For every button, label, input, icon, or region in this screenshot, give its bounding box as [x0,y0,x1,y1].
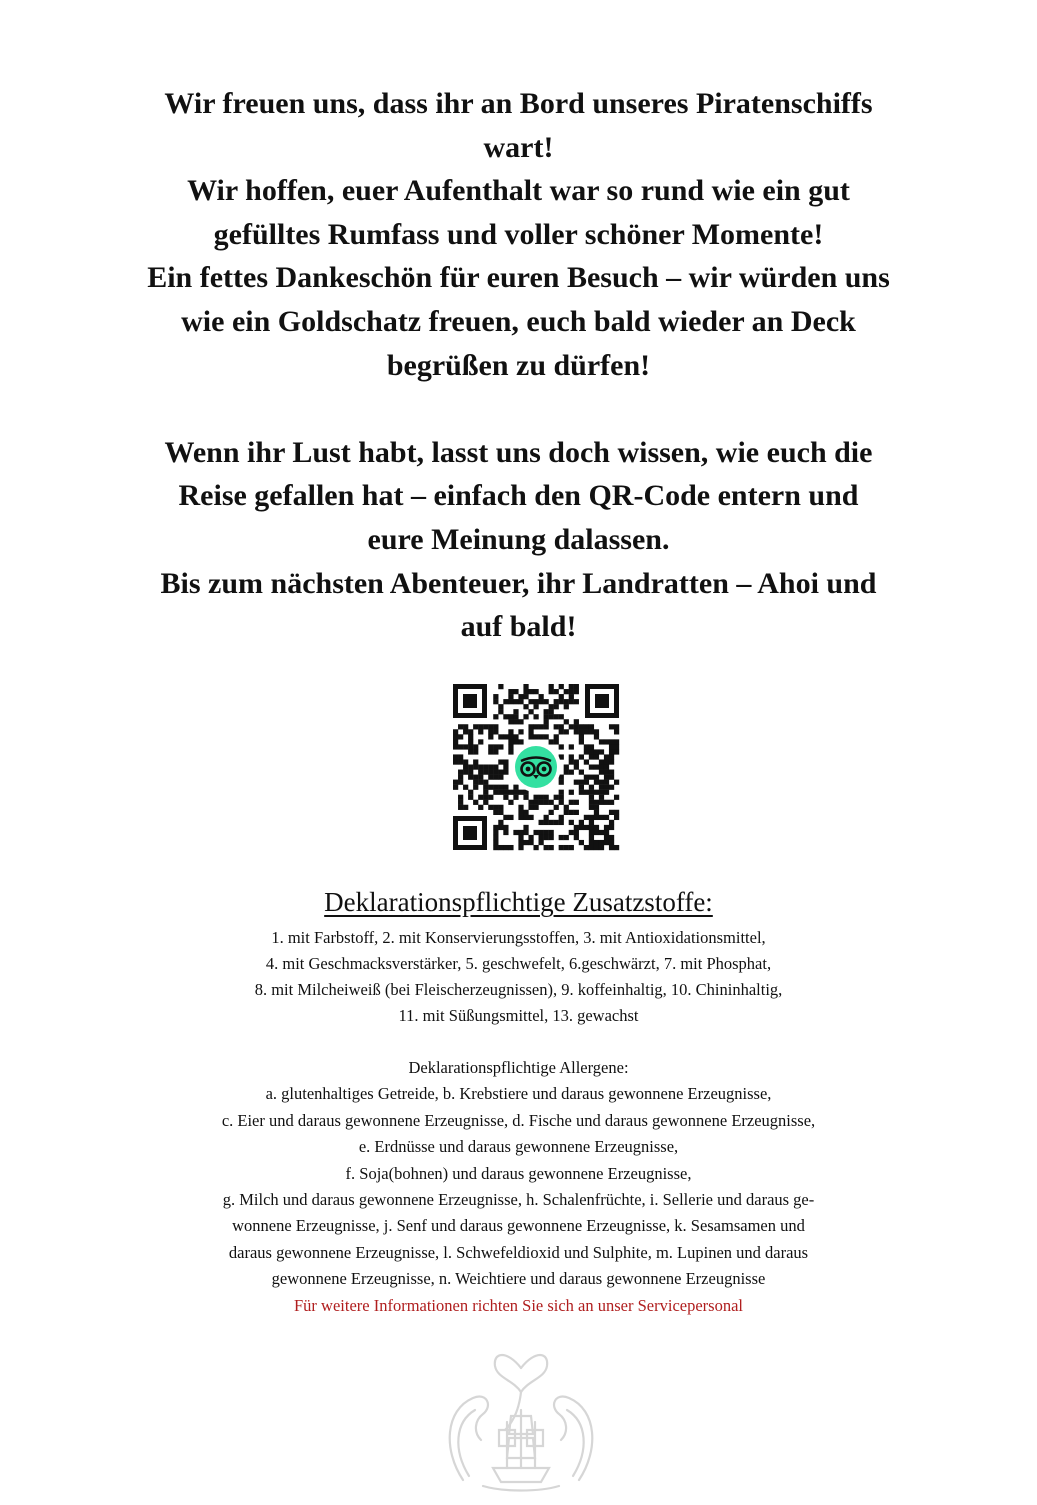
additives-line: 1. mit Farbstoff, 2. mit Konservierungsstoffen, 3. mit Antioxidationsmittel, [271,928,766,947]
allergens-line: a. glutenhaltiges Getreide, b. Krebstiere und daraus gewonnene Erzeugnisse, [265,1084,772,1104]
additives-title: Deklarationspflichtige Zusatzstoffe: [324,887,713,917]
allergens-line: gewonnene Erzeugnisse, n. Weichtiere und daraus gewonnene Erzeugnisse [271,1269,766,1289]
message-line: Reise gefallen hat – einfach den QR-Code entern und [178,479,859,513]
additives-line: 4. mit Geschmacksverstärker, 5. geschwefelt, 6.geschwärzt, 7. mit Phosphat, [265,954,772,973]
message-line: Wenn ihr Lust habt, lasst uns doch wissen, wie euch die [164,435,873,469]
message-line: wart! [483,130,554,164]
qr-finder-top-right [585,684,619,718]
allergens-title: Deklarationspflichtige Allergene: [408,1058,629,1077]
allergens-line: c. Eier und daraus gewonnene Erzeugnisse, d. Fische und daraus gewonnene Erzeugnisse, [221,1110,816,1130]
allergens-line: wonnene Erzeugnisse, j. Senf und daraus gewonnene Erzeugnisse, k. Sesamsamen und [232,1216,805,1236]
owl-eyes-icon [511,742,561,792]
thank-you-message [60,82,977,649]
message-line: eure Meinung dalassen. [367,522,670,556]
paragraph-gap [60,387,977,431]
review-qr-code[interactable] [451,682,621,852]
message-line: Wir freuen uns, dass ihr an Bord unseres Piratenschiffs [164,87,873,120]
kraken-ship-logo-icon [423,1330,619,1500]
allergens-line: f. Soja(bohnen) und daraus gewonnene Erzeugnisse, [345,1163,692,1183]
message-line: Bis zum nächsten Abenteuer, ihr Landratten – Ahoi und [160,566,877,600]
message-line: gefülltes Rumfass und voller schöner Momente! [213,217,824,251]
message-line: begrüßen zu dürfen! [386,348,651,382]
qr-finder-top-left [453,684,487,718]
additives-list [60,925,977,1029]
allergens-line: g. Milch und daraus gewonnene Erzeugnisse, h. Schalenfrüchte, i. Sellerie und daraus ge- [222,1190,815,1210]
allergens-line: e. Erdnüsse und daraus gewonnene Erzeugnisse, [358,1137,679,1157]
message-line: auf bald! [460,610,577,644]
allergens-line: daraus gewonnene Erzeugnisse, l. Schwefeldioxid und Sulphite, m. Lupinen und daraus [228,1242,809,1262]
service-staff-note: Für weitere Informationen richten Sie sich an unser Servicepersonal [293,1295,743,1315]
message-line: Wir hoffen, euer Aufenthalt war so rund wie ein gut [187,174,850,208]
message-line: wie ein Goldschatz freuen, euch bald wieder an Deck [181,304,856,338]
allergens-section [130,1055,907,1319]
additives-line: 11. mit Süßungsmittel, 13. gewachst [398,1006,639,1025]
qr-code-image [451,682,621,852]
qr-finder-bottom-left [453,816,487,850]
additives-line: 8. mit Milcheiweiß (bei Fleischerzeugnissen), 9. koffeinhaltig, 10. Chininhaltig, [254,980,783,999]
message-line: Ein fettes Dankeschön für euren Besuch – wir würden uns [147,261,890,295]
